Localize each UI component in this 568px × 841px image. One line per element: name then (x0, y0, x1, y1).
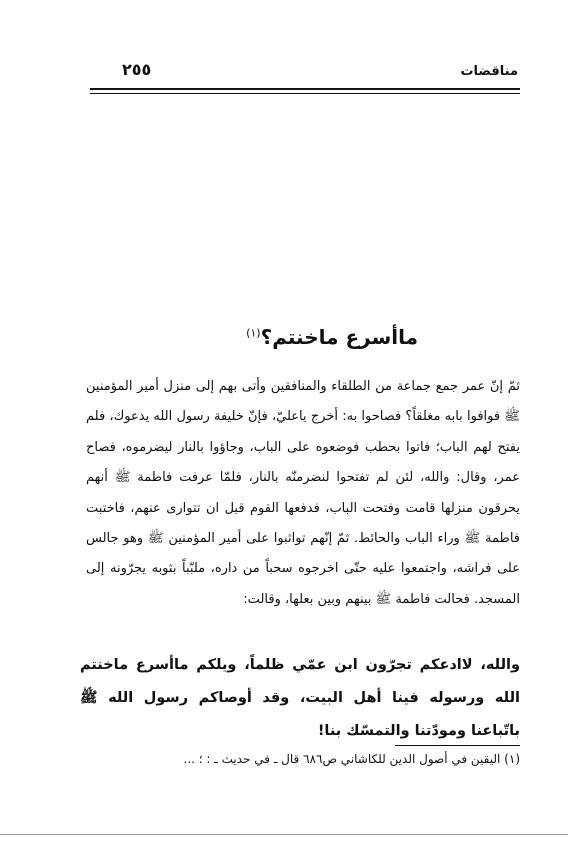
quoted-speech (80, 649, 520, 748)
footnote-separator (395, 745, 520, 746)
body-text (86, 372, 520, 615)
header-rule-thin (90, 93, 520, 94)
footnote: (١) اليقين في أصول الدين للكاشاني ص٦٨٦ قال ـ في حديث ـ : ؛ ... (183, 752, 520, 766)
page-number: ٢٥٥ (122, 60, 152, 79)
section-heading (246, 325, 418, 349)
page-bottom-edge (0, 834, 568, 835)
quote-paragraph: والله، لاادعكم تجرّون ابن عمّي ظلماً، ويلكم ماأسرع ماخنتم الله ورسوله فينا أهل البيت، وقد أوصاكم رسول الله ﷺ باتّباعنا ومودّتنا والتمسّك بنا! (80, 657, 520, 739)
body-paragraph: ثمّ إنّ عمر جمع جماعة من الطلقاء والمنافقين وأتى بهم إلى منزل أمير المؤمنين ﷺ فوافوا بابه مغلقاً؟ فصاحوا به: أخرج ياعليّ، فإنّ خليفة رسول الله يدعوك، فلم يفتح لهم الباب؛ فاتوا بحطب فوضعوه على الباب، وجاؤوا بالنار ليضرموه، فصاح عمر، وقال: والله، لئن لم تفتحوا لنضرمنّه بالنار، فلمّا عرفت فاطمة ﷺ أنهم يحرقون منزلها قامت وفتحت الباب، فدفعها القوم قبل ان تتوارى عنهم، فاختبت فاطمة ﷺ وراء الباب والحائط. ثمّ إنّهم تواثبوا على أمير المؤمنين ﷺ وهو جالس على فراشه، واجتمعوا عليه حتّى اخرجوه سحباً من داره، ملبّباً بثوبه يجرّونه إلى المسجد. فحالت فاطمة ﷺ بينهم وبين بعلها، وقالت: (86, 379, 520, 607)
footnote-reference: (١) (246, 326, 261, 340)
running-title: مناقضات (460, 64, 518, 79)
header-rule-thick (90, 88, 520, 90)
section-heading-title: ماأسرع ماخنتم؟ (260, 325, 418, 349)
